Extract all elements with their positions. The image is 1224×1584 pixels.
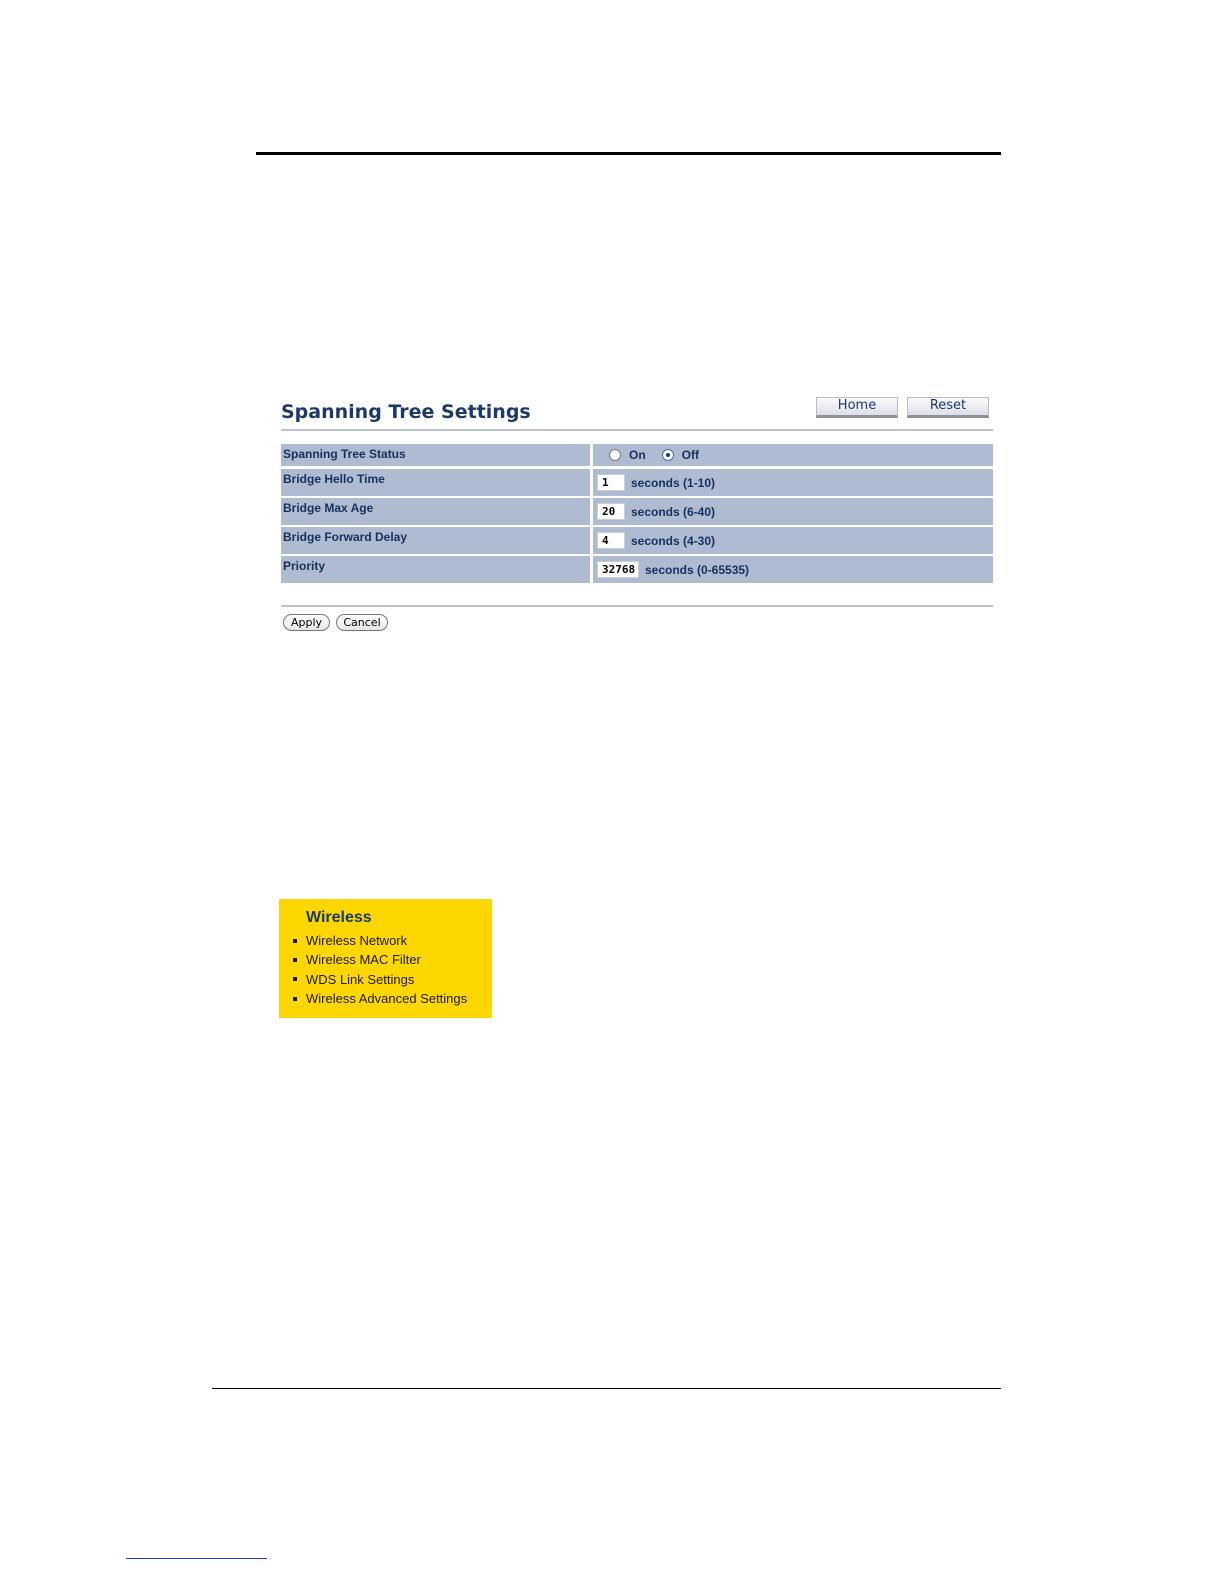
wireless-menu-item[interactable]: [293, 989, 467, 1008]
status-on-label: On: [629, 448, 646, 462]
wireless-menu-item-label: WDS Link Settings: [306, 971, 415, 987]
priority-value: [593, 556, 993, 583]
wireless-menu: [279, 899, 492, 1018]
table-row-status: [281, 444, 993, 466]
max-age-label: Bridge Max Age: [281, 498, 590, 525]
bullet-icon: [293, 939, 297, 943]
forward-delay-unit: seconds (4-30): [631, 533, 716, 548]
title-divider: [281, 429, 993, 431]
hello-time-value: [593, 469, 993, 496]
status-off-label: Off: [681, 448, 699, 462]
priority-input[interactable]: 32768: [597, 561, 639, 578]
bottom-divider: [281, 605, 993, 607]
wireless-menu-item-label: Wireless Network: [306, 933, 408, 949]
status-on-radio[interactable]: [609, 449, 621, 461]
max-age-input[interactable]: 20: [597, 503, 625, 520]
home-button[interactable]: Home: [816, 397, 898, 418]
wireless-menu-item[interactable]: [293, 970, 467, 989]
wireless-menu-item[interactable]: [293, 950, 467, 969]
settings-table: [281, 444, 993, 584]
max-age-value: [593, 498, 993, 525]
table-row-forward-delay: [281, 527, 993, 554]
table-row-max-age: [281, 498, 993, 525]
forward-delay-value: [593, 527, 993, 554]
cancel-button[interactable]: Cancel: [336, 614, 388, 631]
wireless-menu-item-label: Wireless Advanced Settings: [306, 991, 468, 1007]
hello-time-input[interactable]: 1: [597, 474, 625, 491]
apply-button[interactable]: Apply: [283, 614, 330, 631]
priority-unit: seconds (0-65535): [645, 562, 750, 577]
max-age-unit: seconds (6-40): [631, 504, 716, 519]
hello-time-unit: seconds (1-10): [631, 475, 716, 490]
hello-time-label: Bridge Hello Time: [281, 469, 590, 496]
priority-label: Priority: [281, 556, 590, 583]
forward-delay-label: Bridge Forward Delay: [281, 527, 590, 554]
bullet-icon: [293, 997, 297, 1001]
status-label: Spanning Tree Status: [281, 444, 590, 466]
table-row-priority: [281, 556, 993, 583]
bullet-icon: [293, 977, 297, 981]
forward-delay-input[interactable]: 4: [597, 532, 625, 549]
bullet-icon: [293, 958, 297, 962]
table-row-hello: [281, 469, 993, 496]
wireless-menu-list: [293, 931, 467, 1008]
bottom-rule: [212, 1388, 1001, 1389]
wireless-menu-item[interactable]: [293, 931, 467, 950]
wireless-menu-item-label: Wireless MAC Filter: [306, 952, 421, 968]
wireless-menu-title: Wireless: [306, 909, 372, 926]
status-value: [593, 444, 993, 466]
reset-button[interactable]: Reset: [907, 397, 989, 418]
footer-link-underline: [126, 1558, 267, 1559]
page-title: Spanning Tree Settings: [281, 401, 531, 423]
top-rule: [256, 152, 1001, 155]
status-off-radio[interactable]: [662, 449, 674, 461]
